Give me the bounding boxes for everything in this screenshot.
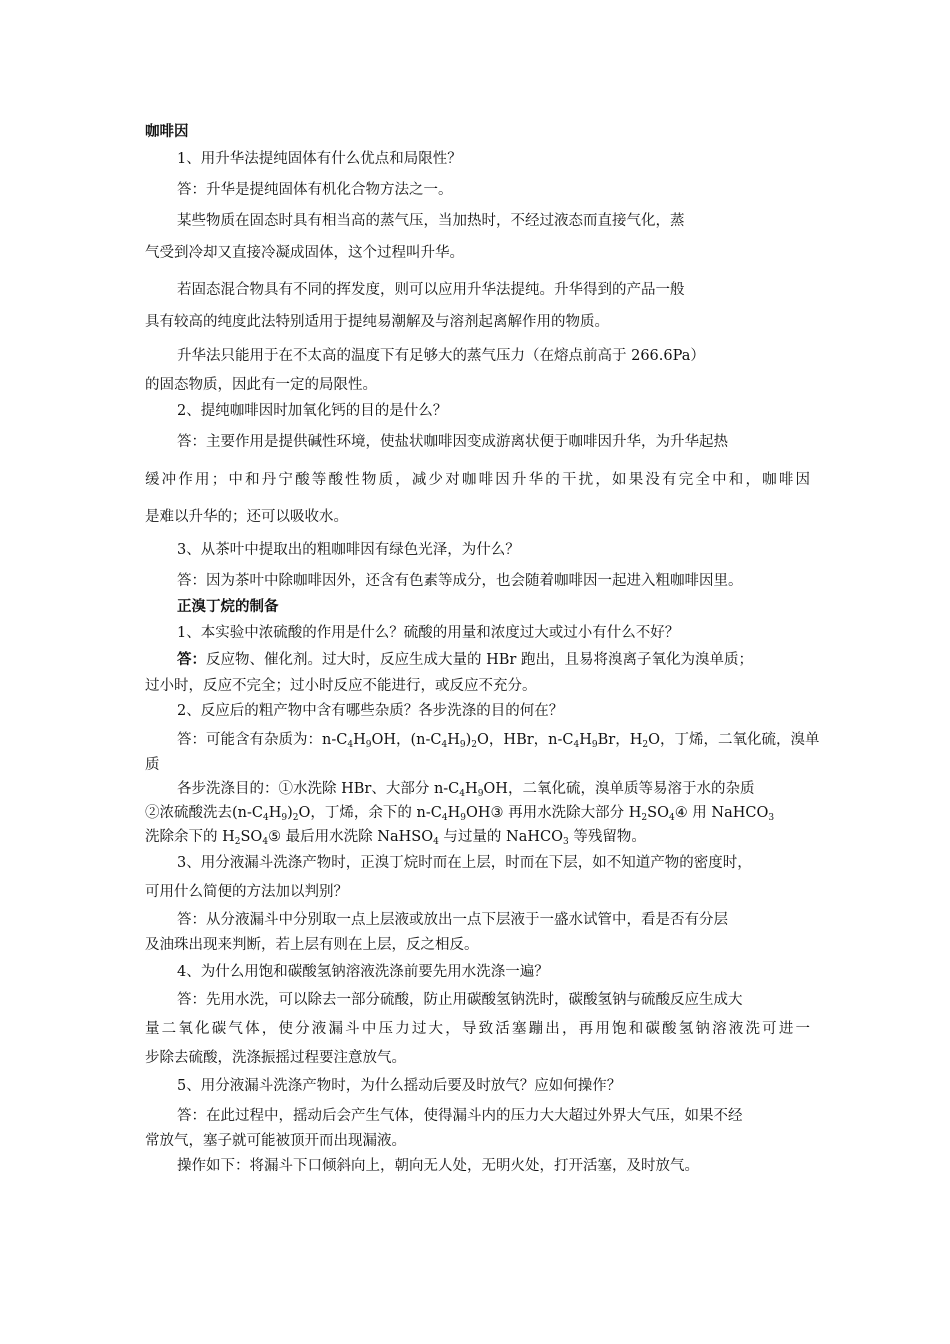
answer-4: 答：先用水洗，可以除去一部分硫酸，防止用碳酸氢钠洗时，碳酸氢钠与硫酸反应生成大: [177, 992, 743, 1008]
section-title-bromobutane: 正溴丁烷的制备: [177, 599, 279, 615]
question-1: 1、本实验中浓硫酸的作用是什么？硫酸的用量和浓度过大或过小有什么不好？: [177, 625, 680, 641]
paragraph-line: 质: [145, 757, 160, 773]
question-5: 5、用分液漏斗洗涤产物时，为什么摇动后要及时放气？应如何操作？: [177, 1078, 622, 1094]
paragraph-line: 可用什么简便的方法加以判别？: [145, 884, 348, 900]
question-2: 2、提纯咖啡因时加氧化钙的目的是什么？: [177, 403, 448, 419]
paragraph-line: 常放气，塞子就可能被顶开而出现漏液。: [145, 1133, 406, 1149]
question-4: 4、为什么用饱和碳酸氢钠溶液洗涤前要先用水洗涤一遍？: [177, 964, 549, 980]
paragraph-line: 各步洗涤目的：①水洗除 HBr、大部分 $n-C_4H_9OH$，二氧化硫，溴单质等易溶于水的杂质: [177, 781, 755, 799]
answer-1: [177, 650, 810, 670]
question-2: 2、反应后的粗产物中含有哪些杂质？各步洗涤的目的何在？: [177, 703, 564, 719]
answer-text: 反应物、催化剂。过大时，反应生成大量的 HBr 跑出，且易将溴离子氧化为溴单质；: [206, 652, 753, 668]
paragraph-line: 气受到冷却又直接冷凝成固体，这个过程叫升华。: [145, 245, 464, 261]
answer-3: 答：因为茶叶中除咖啡因外，还含有色素等成分，也会随着咖啡因一起进入粗咖啡因里。: [177, 573, 743, 589]
paragraph-line: 升华法只能用于在不太高的温度下有足够大的蒸气压力（在熔点前高于 266.6Pa）: [177, 348, 705, 364]
section-title-caffeine: 咖啡因: [145, 124, 189, 140]
paragraph-line: 是难以升华的；还可以吸收水。: [145, 509, 348, 525]
paragraph-line: 具有较高的纯度此法特别适用于提纯易潮解及与溶剂起离解作用的物质。: [145, 314, 609, 330]
paragraph-line: 洗除余下的 $H_2SO_4⑤$ 最后用水洗除 NaHSO$_4$ 与过量的 NaHCO$_3$ 等残留物。: [145, 829, 646, 847]
paragraph-line: 某些物质在固态时具有相当高的蒸气压，当加热时，不经过液态而直接气化，蒸: [177, 213, 685, 229]
paragraph-line: 的固态物质，因此有一定的局限性。: [145, 377, 377, 393]
paragraph-line: 过小时，反应不完全；过小时反应不能进行，或反应不充分。: [145, 678, 537, 694]
paragraph-line: 量二氧化碳气体，使分液漏斗中压力过大，导致活塞蹦出，再用饱和碳酸氢钠溶液洗可进一: [145, 1021, 810, 1037]
answer-3: 答：从分液漏斗中分别取一点上层液或放出一点下层液于一盛水试管中，看是否有分层: [177, 912, 728, 928]
paragraph-line: 步除去硫酸，洗涤振摇过程要注意放气。: [145, 1050, 406, 1066]
answer-5: 答：在此过程中，摇动后会产生气体，使得漏斗内的压力大大超过外界大气压，如果不经: [177, 1108, 743, 1124]
paragraph-line: 及油珠出现来判断，若上层有则在上层，反之相反。: [145, 937, 479, 953]
paragraph-line: ②浓硫酸洗去$(n-C_4H_9)_2O$，丁烯，余下的 $n-C_4H_9OH③$ 再用水洗除大部分 $H_2SO_4④$ 用 NaHCO$_3$: [145, 805, 775, 823]
answer-label: 答：: [177, 652, 206, 668]
paragraph-line: 操作如下：将漏斗下口倾斜向上，朝向无人处，无明火处，打开活塞，及时放气。: [177, 1158, 699, 1174]
paragraph-line: 缓冲作用；中和丹宁酸等酸性物质，减少对咖啡因升华的干扰，如果没有完全中和，咖啡因: [145, 472, 810, 488]
answer-1: 答：升华是提纯固体有机化合物方法之一。: [177, 182, 453, 198]
answer-2: 答：主要作用是提供碱性环境，使盐状咖啡因变成游离状便于咖啡因升华，为升华起热: [177, 434, 728, 450]
question-3: 3、从茶叶中提取出的粗咖啡因有绿色光泽，为什么？: [177, 542, 520, 558]
question-1: 1、用升华法提纯固体有什么优点和局限性？: [177, 151, 462, 167]
answer-2-line-1: 答：可能含有杂质为：$n-C_4H_9OH$，$(n-C_4H_9)_2O$，HBr，$n-C_4H_9Br$，$H_2O$，丁烯，二氧化硫，溴单: [177, 732, 820, 750]
paragraph-line: 若固态混合物具有不同的挥发度，则可以应用升华法提纯。升华得到的产品一般: [177, 282, 685, 298]
question-3: 3、用分液漏斗洗涤产物时，正溴丁烷时而在上层，时而在下层，如不知道产物的密度时，: [177, 855, 752, 871]
